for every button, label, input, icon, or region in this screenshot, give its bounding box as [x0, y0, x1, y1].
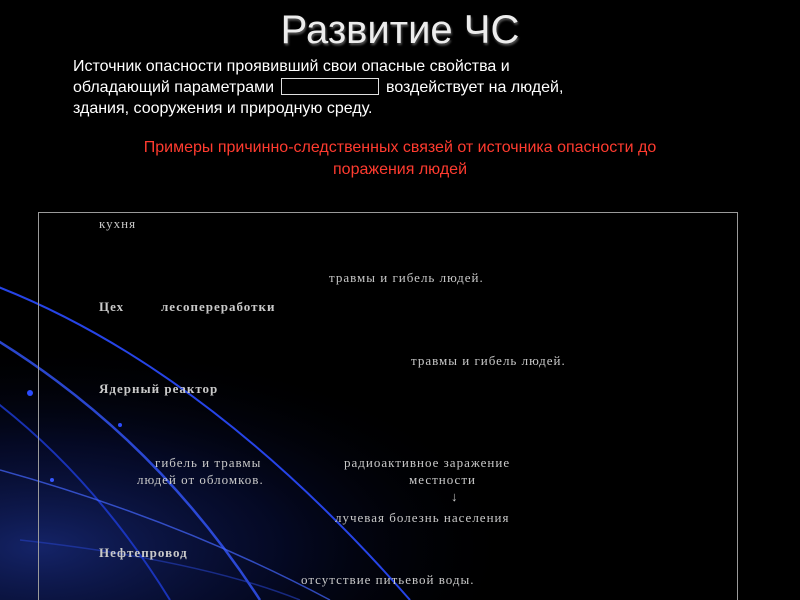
examples-heading: [60, 137, 740, 181]
scheme-reactor-right-1: радиоактивное заражение: [344, 455, 511, 470]
scheme-workshop-a: Цех: [99, 299, 125, 314]
scheme-reactor-right-3: лучевая болезнь населения: [335, 510, 510, 525]
background-spark-1: [27, 390, 33, 396]
scheme-kitchen-result: травмы и гибель людей.: [329, 270, 484, 285]
intro-line-3: здания, сооружения и природную среду.: [73, 100, 373, 117]
scheme-reactor: Ядерный реактор: [99, 381, 219, 396]
scheme-workshop-result: травмы и гибель людей.: [411, 353, 566, 368]
scheme-frame: [38, 212, 738, 600]
scheme-reactor-right-2: местности: [409, 472, 476, 487]
scheme-workshop-b: лесопереработки: [161, 299, 276, 314]
intro-text: [73, 56, 713, 119]
examples-line-1: Примеры причинно-следственных связей от источника опасности до: [143, 139, 657, 156]
scheme-reactor-left-2: людей от обломков.: [137, 472, 264, 487]
intro-line-1: Источник опасности проявивший свои опасные свойства и: [73, 58, 510, 75]
intro-line-2-before: обладающий параметрами: [73, 79, 275, 96]
examples-line-2: поражения людей: [333, 161, 467, 178]
scheme-reactor-left-1: гибель и травмы: [155, 455, 262, 470]
blank-box: [281, 78, 379, 95]
intro-line-2: [73, 77, 713, 98]
slide-title: Развитие ЧС: [280, 8, 520, 52]
scheme-pipeline-result: отсутствие питьевой воды.: [301, 572, 475, 587]
scheme-pipeline: Нефтепровод: [99, 545, 188, 560]
scheme-kitchen: кухня: [99, 216, 137, 231]
scheme-arrow-down: ↓: [451, 489, 459, 504]
intro-line-2-after: воздействует на людей,: [386, 79, 564, 96]
